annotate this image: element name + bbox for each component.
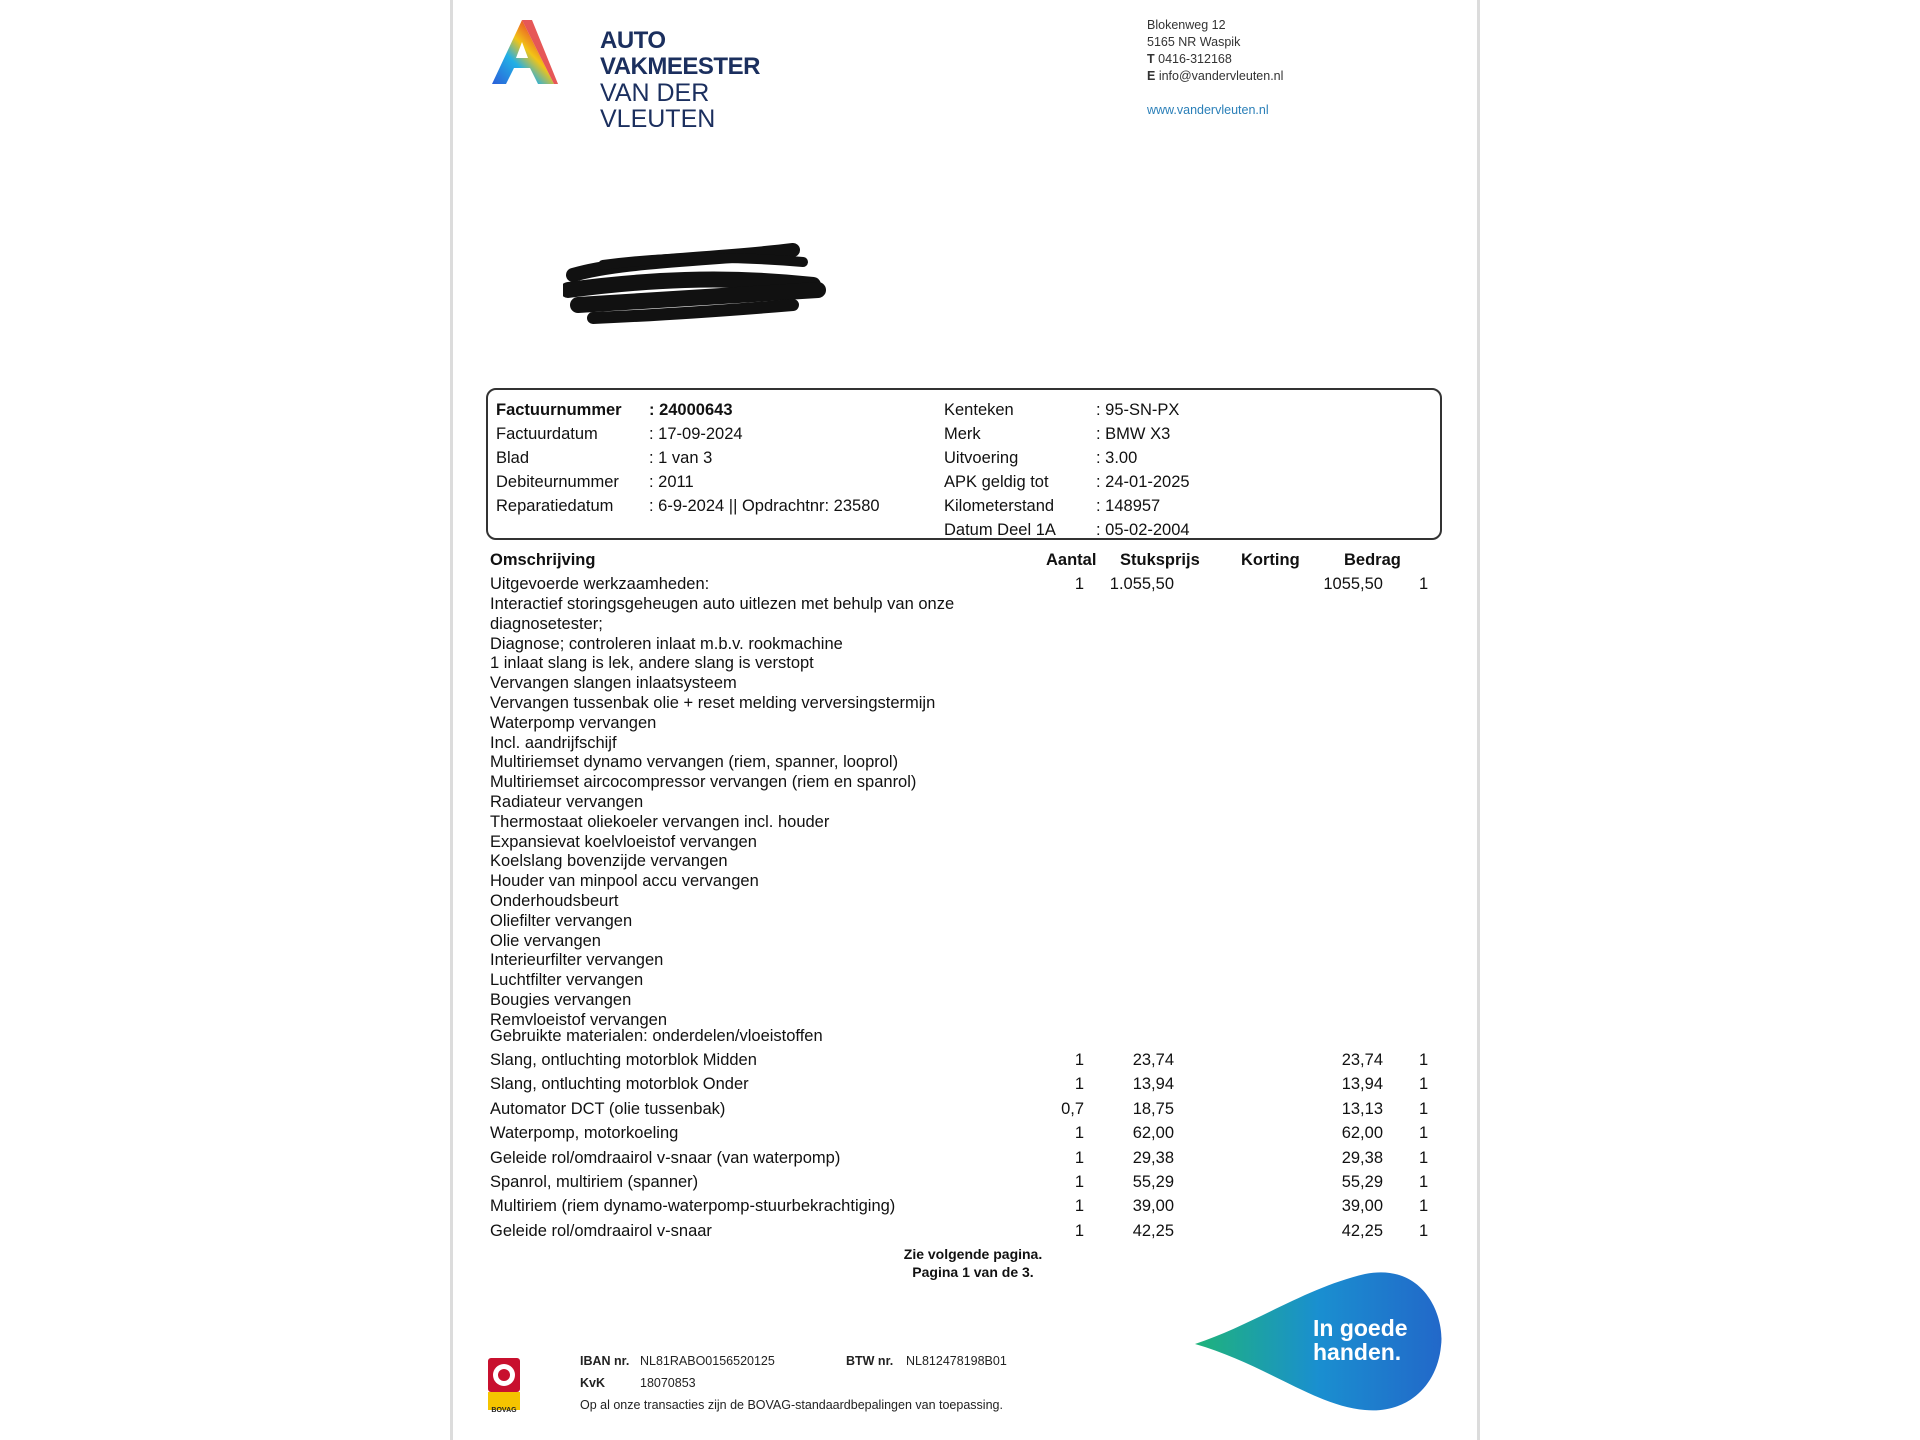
work-line: Waterpomp vervangen	[490, 713, 657, 732]
material-unit-price: 55,29	[1132, 1173, 1174, 1191]
material-amount: 62,00	[1341, 1124, 1383, 1143]
iban-value: NL81RABO0156520125	[640, 1354, 775, 1368]
material-quantity: 0,7	[1061, 1099, 1084, 1118]
company-address	[1147, 17, 1283, 85]
apk-value: : 24-01-2025	[1096, 473, 1190, 491]
address-email: E info@vandervleuten.nl	[1147, 69, 1284, 83]
next-page-text: Zie volgende pagina.	[903, 1246, 1043, 1262]
material-flag: 1	[1419, 1124, 1429, 1143]
table-row	[490, 1197, 1440, 1217]
material-unit-price: 39,00	[1132, 1197, 1174, 1216]
license-plate-label: Kenteken	[944, 401, 1014, 419]
material-unit-price: 42,25	[1132, 1221, 1174, 1240]
slogan	[1313, 1316, 1408, 1364]
slogan-line-2: handen.	[1313, 1339, 1402, 1365]
slogan-line-1: In goede	[1313, 1315, 1408, 1341]
table-row	[490, 1100, 1440, 1120]
header-description: Omschrijving	[490, 551, 596, 569]
apk-label: APK geldig tot	[944, 473, 1049, 491]
work-line: Multiriemset dynamo vervangen (riem, spanner, looprol)	[490, 753, 899, 772]
invoice-page	[450, 0, 1480, 1440]
material-description: Spanrol, multiriem (spanner)	[490, 1173, 699, 1191]
debtor-number-value: : 2011	[649, 473, 694, 491]
version-value: : 3.00	[1096, 449, 1138, 467]
table-row	[490, 1149, 1440, 1169]
work-line: Interactief storingsgeheugen auto uitlezen met behulp van onze	[490, 595, 955, 613]
material-amount: 13,13	[1341, 1099, 1383, 1118]
company-logo	[492, 14, 812, 133]
logo-text-auto: AUTO	[600, 27, 666, 54]
material-flag: 1	[1419, 1051, 1429, 1069]
work-line: 1 inlaat slang is lek, andere slang is verstopt	[490, 654, 814, 673]
work-line: Vervangen slangen inlaatsysteem	[490, 674, 737, 693]
material-unit-price: 23,74	[1132, 1051, 1174, 1069]
material-unit-price: 13,94	[1132, 1075, 1174, 1094]
address-street: Blokenweg 12	[1147, 18, 1226, 32]
kvk-label: KvK	[580, 1376, 606, 1390]
first-registration-label: Datum Deel 1A	[944, 521, 1056, 539]
material-unit-price: 62,00	[1132, 1124, 1174, 1143]
logo-text-van-der-vleuten: VAN DER VLEUTEN	[600, 79, 716, 133]
work-line: Remvloeistof vervangen	[490, 1010, 668, 1029]
materials-header: Gebruikte materialen: onderdelen/vloeistoffen	[490, 1027, 823, 1045]
logo-text-vakmeester: VAKMEESTER	[600, 53, 760, 80]
work-quantity: 1	[1074, 575, 1084, 593]
sheet-label: Blad	[496, 449, 530, 467]
invoice-date-label: Factuurdatum	[496, 425, 598, 443]
material-amount: 29,38	[1341, 1148, 1383, 1167]
table-row	[490, 1051, 1440, 1071]
sheet-value: : 1 van 3	[649, 449, 713, 467]
work-line: Oliefilter vervangen	[490, 911, 633, 930]
brand-value: : BMW X3	[1096, 425, 1171, 443]
invoice-number-value: : 24000643	[649, 401, 733, 419]
material-flag: 1	[1419, 1173, 1429, 1191]
page-count-text: Pagina 1 van de 3.	[912, 1264, 1034, 1280]
background-right	[1484, 0, 1920, 1440]
next-page-note	[673, 1245, 1273, 1281]
btw-label: BTW nr.	[846, 1354, 894, 1368]
material-flag: 1	[1419, 1148, 1429, 1167]
material-description: Geleide rol/omdraairol v-snaar (van waterpomp)	[490, 1148, 841, 1167]
kvk-value: 18070853	[640, 1376, 696, 1390]
invoice-number-label: Factuurnummer	[496, 401, 622, 419]
license-plate-value: : 95-SN-PX	[1096, 401, 1180, 419]
material-description: Geleide rol/omdraairol v-snaar	[490, 1221, 712, 1240]
material-description: Slang, ontluchting motorblok Midden	[490, 1051, 757, 1069]
terms-text: Op al onze transacties zijn de BOVAG-standaardbepalingen van toepassing.	[580, 1398, 1003, 1412]
material-amount: 23,74	[1341, 1051, 1383, 1069]
work-line: Interieurfilter vervangen	[490, 951, 664, 970]
material-flag: 1	[1419, 1075, 1429, 1094]
material-amount: 42,25	[1341, 1221, 1383, 1240]
work-line: Bougies vervangen	[490, 991, 632, 1009]
repair-date-label: Reparatiedatum	[496, 497, 614, 515]
work-line: diagnosetester;	[490, 614, 603, 633]
material-description: Slang, ontluchting motorblok Onder	[490, 1075, 749, 1094]
table-row-work	[490, 575, 1440, 595]
redacted-address-scribble	[563, 240, 833, 340]
work-unit-price: 1.055,50	[1109, 575, 1174, 593]
work-flag: 1	[1419, 575, 1429, 593]
header-amount: Bedrag	[1344, 551, 1401, 569]
material-flag: 1	[1419, 1221, 1429, 1240]
website-link[interactable]: www.vandervleuten.nl	[1147, 103, 1269, 117]
material-amount: 13,94	[1341, 1075, 1383, 1094]
work-line: Vervangen tussenbak olie + reset melding verversingstermijn	[490, 694, 936, 712]
material-quantity: 1	[1074, 1124, 1084, 1143]
material-quantity: 1	[1074, 1075, 1084, 1094]
version-label: Uitvoering	[944, 449, 1019, 467]
material-quantity: 1	[1074, 1221, 1084, 1240]
material-amount: 55,29	[1341, 1173, 1383, 1191]
material-amount: 39,00	[1341, 1197, 1383, 1216]
bovag-label: BOVAG	[491, 1407, 517, 1414]
material-flag: 1	[1419, 1099, 1429, 1118]
header-discount: Korting	[1241, 551, 1300, 569]
work-line: Diagnose; controleren inlaat m.b.v. rookmachine	[490, 634, 843, 653]
mileage-label: Kilometerstand	[944, 497, 1055, 515]
header-quantity: Aantal	[1046, 551, 1097, 569]
work-line: Radiateur vervangen	[490, 793, 644, 811]
work-line: Incl. aandrijfschijf	[490, 733, 617, 752]
work-line: Koelslang bovenzijde vervangen	[490, 852, 728, 871]
work-line: Expansievat koelvloeistof vervangen	[490, 832, 757, 851]
work-line: Houder van minpool accu vervangen	[490, 872, 759, 891]
material-description: Automator DCT (olie tussenbak)	[490, 1099, 726, 1118]
brand-label: Merk	[944, 425, 981, 443]
repair-date-value: : 6-9-2024 || Opdrachtnr: 23580	[649, 497, 880, 515]
table-row	[490, 1173, 1440, 1193]
table-row	[490, 1124, 1440, 1144]
first-registration-value: : 05-02-2004	[1096, 521, 1190, 539]
table-row	[490, 1075, 1440, 1095]
mileage-value: : 148957	[1096, 497, 1161, 515]
material-quantity: 1	[1074, 1173, 1084, 1191]
btw-value: NL812478198B01	[906, 1354, 1007, 1368]
work-line: Onderhoudsbeurt	[490, 892, 619, 910]
address-phone: T 0416-312168	[1147, 52, 1232, 66]
material-quantity: 1	[1074, 1197, 1084, 1216]
work-amount: 1055,50	[1323, 575, 1383, 593]
work-description: Uitgevoerde werkzaamheden:	[490, 575, 710, 593]
bovag-logo-icon	[488, 1358, 520, 1410]
work-line: Luchtfilter vervangen	[490, 971, 644, 990]
material-unit-price: 18,75	[1132, 1099, 1174, 1118]
work-line: Multiriemset aircocompressor vervangen (riem en spanrol)	[490, 773, 917, 792]
invoice-info-box	[486, 388, 1442, 540]
material-flag: 1	[1419, 1197, 1429, 1216]
material-unit-price: 29,38	[1132, 1148, 1174, 1167]
invoice-date-value: : 17-09-2024	[649, 425, 743, 443]
work-line: Thermostaat oliekoeler vervangen incl. houder	[490, 812, 830, 831]
material-quantity: 1	[1074, 1148, 1084, 1167]
table-row	[490, 1222, 1440, 1242]
header-unit-price: Stuksprijs	[1120, 551, 1200, 569]
logo-a-mark-icon	[492, 18, 592, 90]
address-city: 5165 NR Waspik	[1147, 35, 1241, 49]
debtor-number-label: Debiteurnummer	[496, 473, 619, 491]
iban-label: IBAN nr.	[580, 1354, 630, 1368]
work-line: Olie vervangen	[490, 931, 601, 950]
material-quantity: 1	[1074, 1051, 1084, 1069]
material-description: Multiriem (riem dynamo-waterpomp-stuurbekrachtiging)	[490, 1197, 896, 1216]
background-left	[0, 0, 448, 1440]
material-description: Waterpomp, motorkoeling	[490, 1124, 679, 1143]
